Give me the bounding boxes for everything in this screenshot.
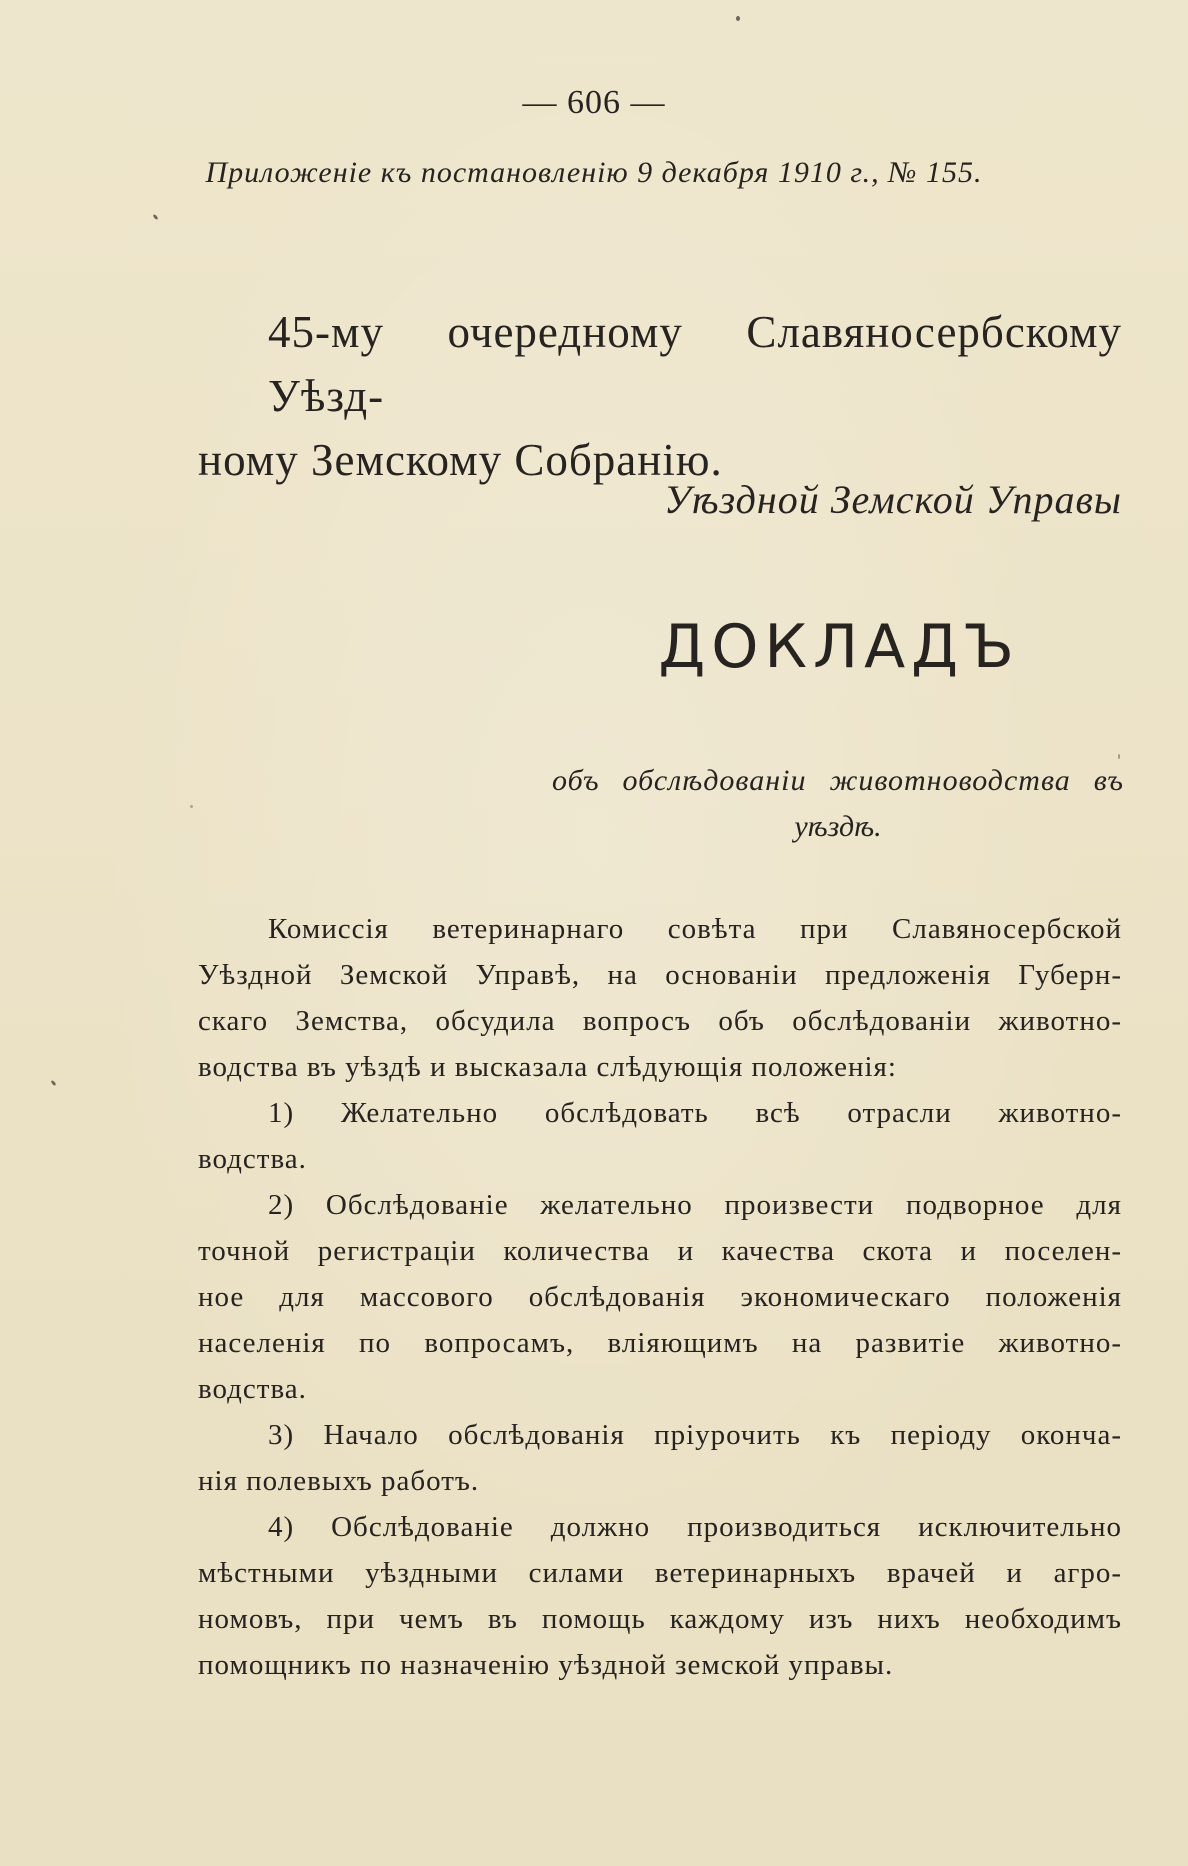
text-line: Комиссія ветеринарнаго совѣта при Славяносербской: [268, 913, 1122, 945]
text-line: скаго Земства, обсудила вопросъ объ обслѣдованіи животно-: [198, 1005, 1122, 1037]
paper-speck: [152, 214, 158, 221]
text-line: мѣстными уѣздными силами ветеринарныхъ врачей и агро-: [198, 1557, 1122, 1589]
text-line: точной регистраціи количества и качества скота и поселен-: [198, 1235, 1122, 1267]
text-line: нія полевыхъ работъ.: [198, 1465, 480, 1497]
text-line: водства.: [198, 1143, 307, 1175]
text-line: 3) Начало обслѣдованія пріурочить къ періоду оконча-: [268, 1419, 1122, 1451]
text-line: ное для массового обслѣдованія экономическаго положенія: [198, 1281, 1122, 1313]
item-1-paragraph: [198, 1090, 1122, 1182]
addressee-line-1: 45-му очередному Славяносербскому Уѣзд-: [268, 307, 1122, 421]
subject-line-1: объ обслѣдованіи животноводства въ: [552, 764, 1124, 797]
paper-speck: [190, 805, 193, 808]
appendix-note: Приложеніе къ постановленію 9 декабря 1910 г., № 155.: [205, 156, 983, 189]
report-body: [198, 906, 1122, 1688]
paper-speck: [1118, 754, 1120, 759]
item-2-paragraph: [198, 1182, 1122, 1412]
text-line: водства въ уѣздѣ и высказала слѣдующія положенія:: [198, 1051, 897, 1083]
text-line: водства.: [198, 1373, 307, 1405]
text-line: 4) Обслѣдованіе должно производиться исключительно: [268, 1511, 1122, 1543]
document-title: ДОКЛАДЪ: [658, 612, 1020, 682]
report-subject: [552, 758, 1124, 850]
item-3-paragraph: [198, 1412, 1122, 1504]
text-line: номовъ, при чемъ въ помощь каждому изъ нихъ необходимъ: [198, 1603, 1122, 1635]
paper-speck: [50, 1080, 56, 1087]
text-line: 2) Обслѣдованіе желательно произвести подворное для: [268, 1189, 1122, 1221]
text-line: 1) Желательно обслѣдовать всѣ отрасли животно-: [268, 1097, 1122, 1129]
text-line: помощникъ по назначенію уѣздной земской управы.: [198, 1649, 894, 1681]
item-4-paragraph: [198, 1504, 1122, 1688]
page-number: — 606 —: [522, 84, 666, 121]
addressee-line-2: ному Земскому Собранію.: [198, 435, 723, 485]
board-name: Уѣздной Земской Управы: [663, 477, 1122, 522]
intro-paragraph: [198, 906, 1122, 1090]
addressee-heading: [198, 300, 1122, 492]
paper-speck: [736, 16, 740, 21]
subject-line-2: уѣздѣ.: [794, 810, 882, 843]
text-line: населенія по вопросамъ, вліяющимъ на развитіе животно-: [198, 1327, 1122, 1359]
text-line: Уѣздной Земской Управѣ, на основаніи предложенія Губерн-: [198, 959, 1122, 991]
